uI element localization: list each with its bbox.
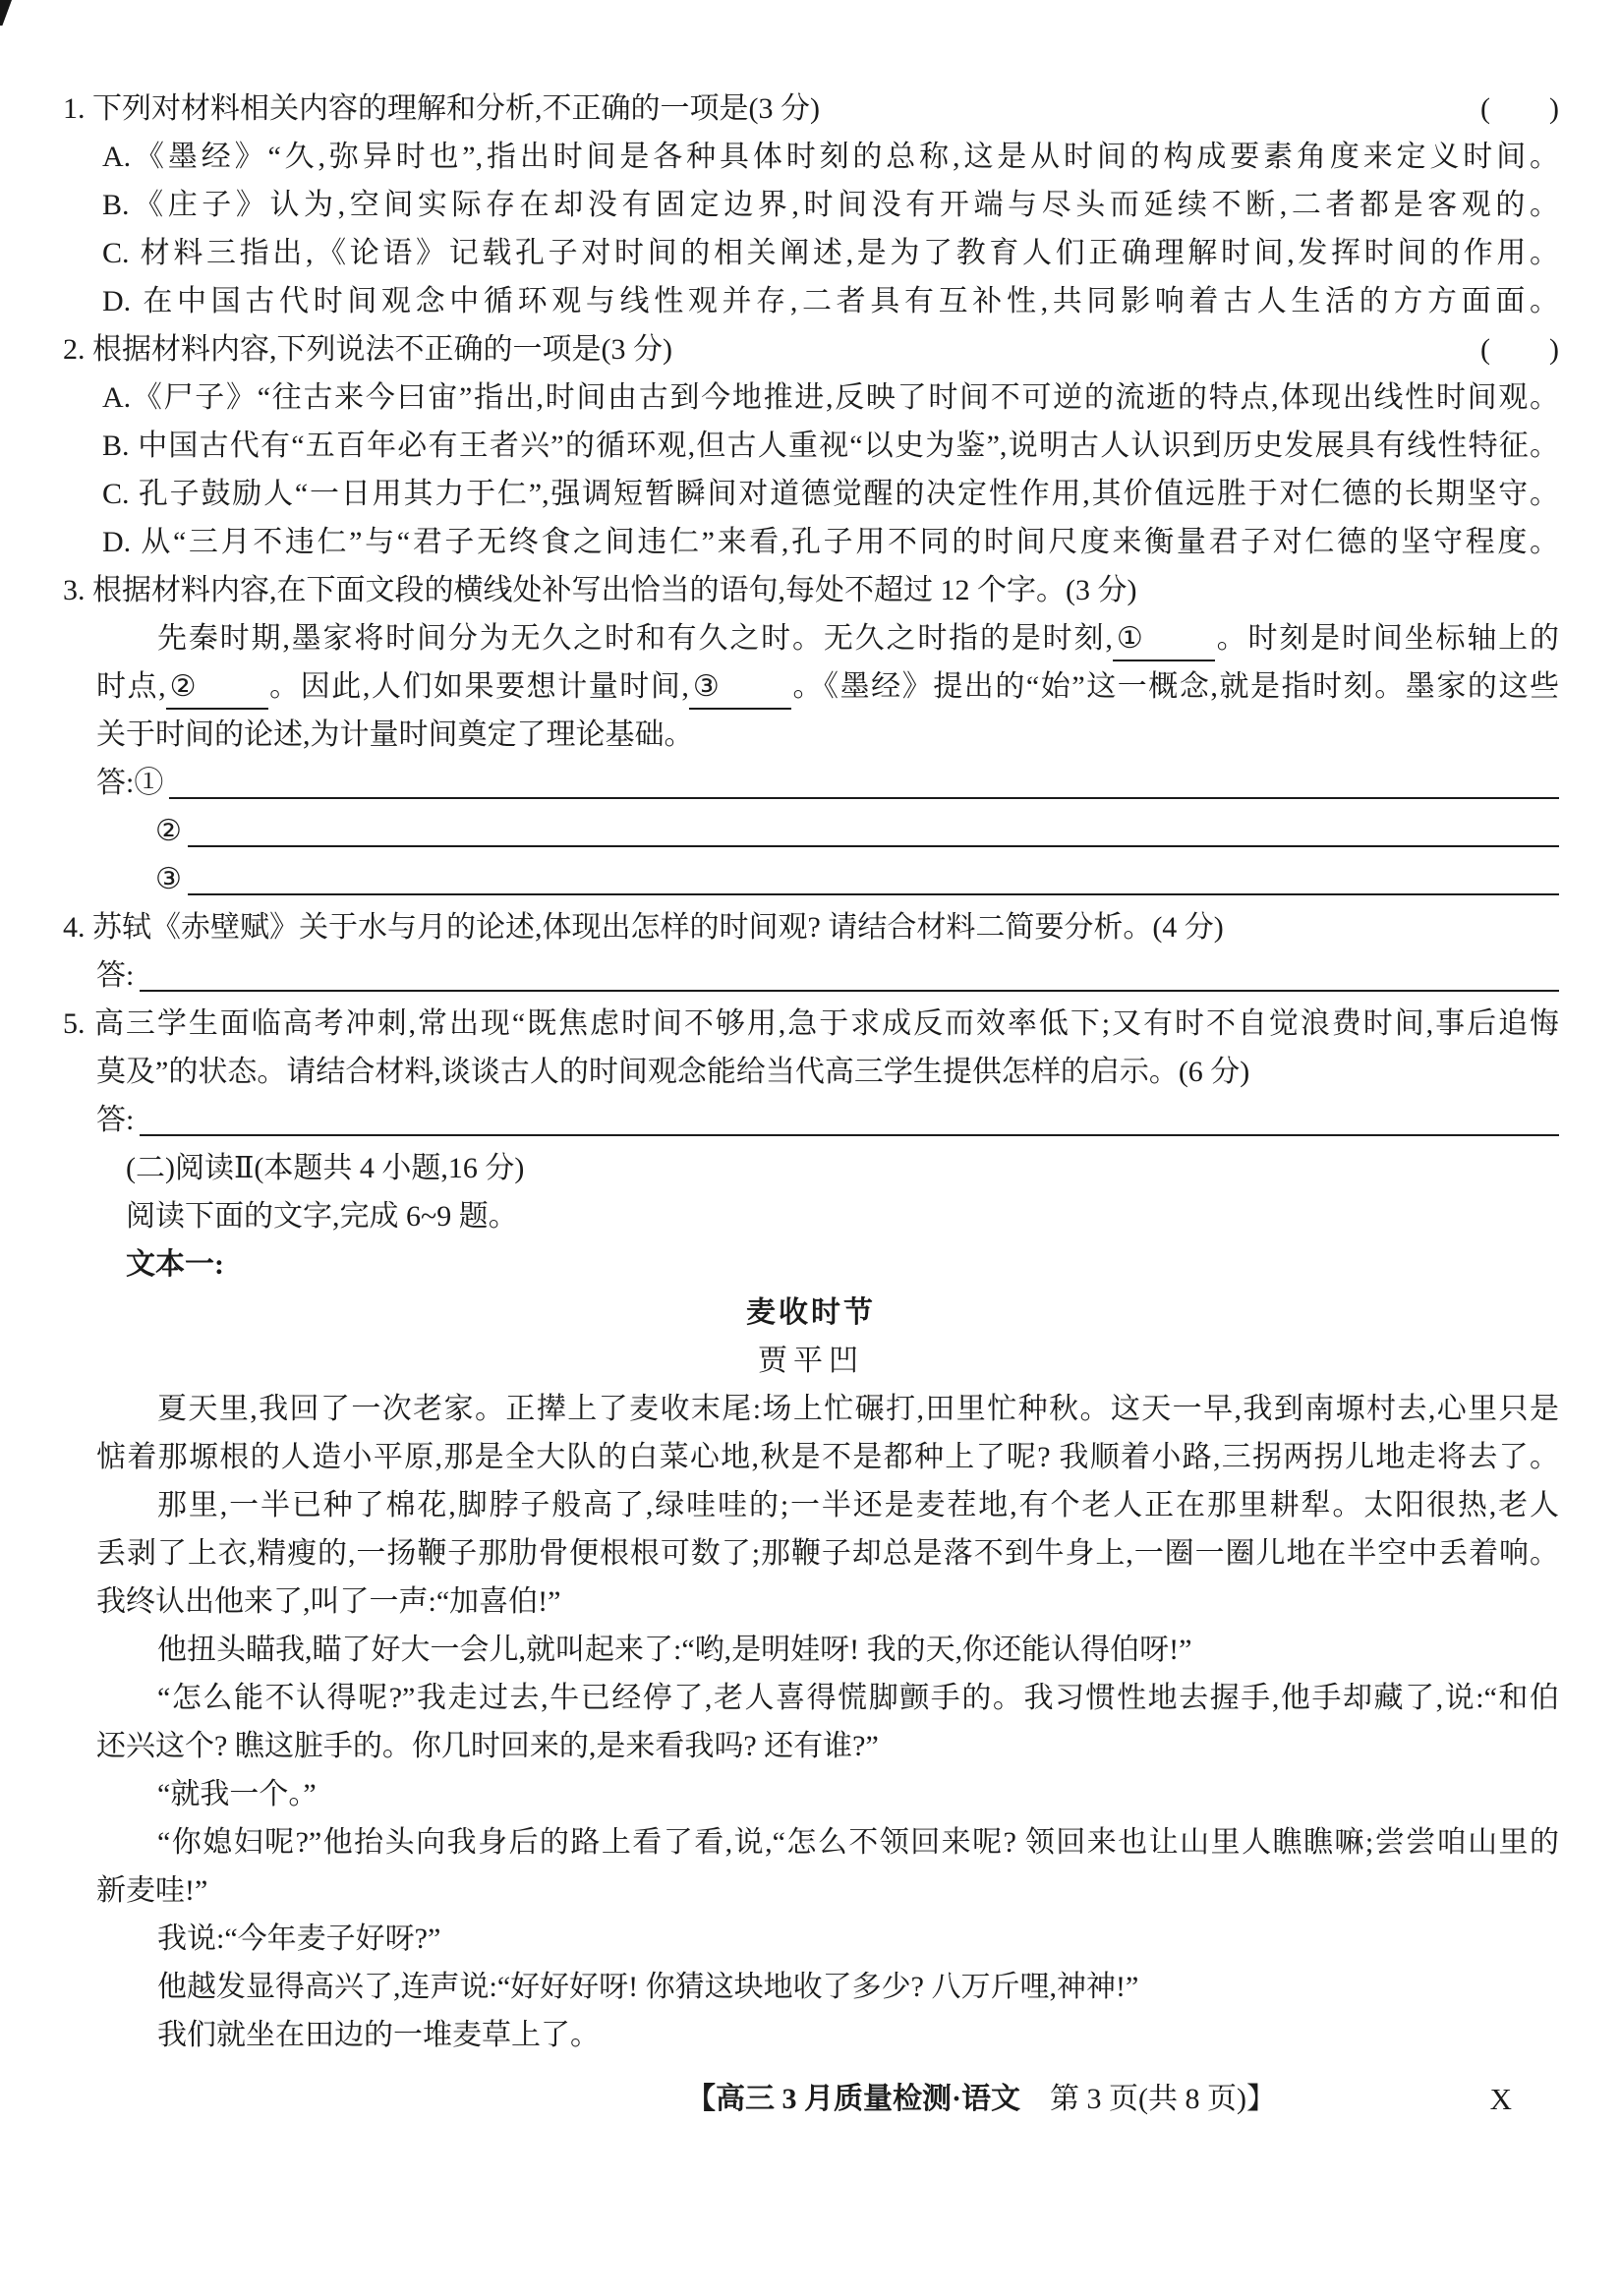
question-5-answer-line-writing-line <box>140 1096 1559 1136</box>
question-2-text: 2. 根据材料内容,下列说法不正确的一项是(3 分) <box>63 333 672 366</box>
question-3-answer-blank-2 <box>63 807 1559 855</box>
essay-author-text: 贾平凹 <box>758 1345 864 1377</box>
essay-p6-line-2 <box>96 1866 1559 1915</box>
essay-author <box>63 1337 1559 1385</box>
essay-title <box>63 1289 1559 1337</box>
footer-page-number: 第 3 页(共 8 页)】 <box>1020 2083 1276 2115</box>
essay-p2-line-3-text: 我终认出他来了,叫了一声:“加喜伯!” <box>96 1585 561 1618</box>
essay-p5-line-1-text: “就我一个。” <box>157 1778 317 1810</box>
question-3-answer-blank-2-writing-line <box>188 807 1559 847</box>
question-1 <box>63 85 1559 133</box>
essay-p3-line-1 <box>96 1626 1559 1674</box>
question-3-answer-blank-1-writing-line <box>169 759 1559 799</box>
essay-p4-line-2 <box>96 1722 1559 1770</box>
essay-p4-line-2-text: 还兴这个? 瞧这脏手的。你几时回来的,是来看我吗? 还有谁?” <box>96 1730 879 1762</box>
essay-p7-line-1-text: 我说:“今年麦子好呀?” <box>157 1923 441 1955</box>
essay-p8-line-1-text: 他越发显得高兴了,连声说:“好好好呀! 你猜这块地收了多少? 八万斤哩,神神!” <box>157 1971 1139 2003</box>
question-5-line-1-text: 5. 高三学生面临高考冲刺,常出现“既焦虑时间不够用,急于求成反而效率低下;又有时不自觉浪费时间,事后追悔 <box>63 1007 1559 1040</box>
essay-p6-line-1-text: “你媳妇呢?”他抬头向我身后的路上看了看,说,“怎么不领回来呢? 领回来也让山里人瞧瞧嘛;尝尝咱山里的 <box>157 1826 1559 1859</box>
essay-p1-line-2 <box>96 1433 1559 1481</box>
essay-p1-line-2-text: 惦着那塬根的人造小平原,那是全大队的白菜心地,秋是不是都种上了呢? 我顺着小路,三拐两拐儿地走将去了。 <box>96 1441 1559 1473</box>
essay-p2-line-3 <box>96 1578 1559 1626</box>
essay-p6-line-1 <box>96 1818 1559 1866</box>
question-2-option-c-text: C. 孔子鼓励人“一日用其力于仁”,强调短暂瞬间对道德觉醒的决定性作用,其价值远胜于对仁德的长期坚守。 <box>102 478 1559 510</box>
essay-title-text: 麦收时节 <box>746 1296 876 1329</box>
essay-p5-line-1 <box>96 1770 1559 1818</box>
question-2-option-c <box>102 470 1559 518</box>
reading-instruction <box>126 1192 1559 1240</box>
question-3-passage-line-3-text: 关于时间的论述,为计量时间奠定了理论基础。 <box>96 718 694 751</box>
essay-p1-line-1-text: 夏天里,我回了一次老家。正撵上了麦收末尾:场上忙碾打,田里忙种秋。这天一早,我到南塬村去,心里只是 <box>157 1393 1559 1425</box>
question-3-answer-blank-3 <box>63 855 1559 903</box>
footer-exam-title: 【高三 3 月质量检测·语文 <box>686 2083 1021 2115</box>
essay-p2-line-1-text: 那里,一半已种了棉花,脚脖子般高了,绿哇哇的;一半还是麦茬地,有个老人正在那里耕犁。太阳很热,老人 <box>157 1489 1559 1521</box>
question-2-option-b-text: B. 中国古代有“五百年必有王者兴”的循环观,但古人重视“以史为鉴”,说明古人认识到历史发展具有线性特征。 <box>102 430 1559 462</box>
question-4-answer-line-writing-line <box>140 951 1559 992</box>
question-2-answer-bracket: ( ) <box>1480 333 1559 366</box>
exam-body-lines <box>63 85 1559 2059</box>
question-5-line-2-text: 莫及”的状态。请结合材料,谈谈古人的时间观念能给当代高三学生提供怎样的启示。(6 分) <box>96 1056 1250 1088</box>
question-3-passage-line-1-blank-1: ① <box>1113 618 1215 661</box>
question-3 <box>63 566 1559 614</box>
question-3-answer-blank-3-writing-line <box>188 855 1559 895</box>
question-3-passage-line-2 <box>96 662 1559 711</box>
essay-p9-line-1-text: 我们就坐在田边的一堆麦草上了。 <box>157 2019 600 2051</box>
text-one-label <box>126 1240 1559 1289</box>
question-1-option-a <box>102 133 1559 181</box>
question-3-answer-blank-3-label: ③ <box>155 863 182 895</box>
essay-p7-line-1 <box>96 1915 1559 1963</box>
question-1-option-a-text: A.《墨经》“久,弥异时也”,指出时间是各种具体时刻的总称,这是从时间的构成要素角度来定义时间。 <box>102 141 1559 173</box>
text-one-label-text: 文本一: <box>126 1248 224 1281</box>
question-1-option-b-text: B.《庄子》认为,空间实际存在却没有固定边界,时间没有开端与尽头而延续不断,二者都是客观的。 <box>102 189 1559 221</box>
question-5-answer-line <box>63 1096 1559 1144</box>
question-1-option-b <box>102 181 1559 229</box>
question-4-answer-line-label: 答: <box>96 959 135 992</box>
page-footer <box>63 2075 1559 2123</box>
question-4-text: 4. 苏轼《赤壁赋》关于水与月的论述,体现出怎样的时间观? 请结合材料二简要分析。(4 分) <box>63 911 1224 944</box>
question-5-answer-line-label: 答: <box>96 1104 135 1136</box>
question-5-line-2 <box>96 1048 1559 1096</box>
question-1-option-d-text: D. 在中国古代时间观念中循环观与线性观并存,二者具有互补性,共同影响着古人生活的方方面面。 <box>102 285 1559 317</box>
essay-p1-line-1 <box>96 1385 1559 1433</box>
section-2-header <box>126 1144 1559 1192</box>
footer-corner-mark: X <box>1489 2082 1512 2116</box>
question-2-option-d <box>102 518 1559 566</box>
question-1-answer-bracket: ( ) <box>1480 92 1559 125</box>
essay-p9-line-1 <box>96 2011 1559 2059</box>
essay-p2-line-2 <box>96 1529 1559 1578</box>
essay-p4-line-1 <box>96 1674 1559 1722</box>
question-4-answer-line <box>63 951 1559 1000</box>
essay-p8-line-1 <box>96 1963 1559 2011</box>
footer-text <box>686 2083 1276 2115</box>
question-2-option-d-text: D. 从“三月不违仁”与“君子无终食之间违仁”来看,孔子用不同的时间尺度来衡量君子对仁德的坚守程度。 <box>102 526 1559 558</box>
question-3-answer-blank-2-label: ② <box>155 815 182 847</box>
section-2-header-text: (二)阅读Ⅱ(本题共 4 小题,16 分) <box>126 1152 525 1184</box>
question-3-passage-line-2-blank-3: ③ <box>689 666 791 710</box>
reading-instruction-text: 阅读下面的文字,完成 6~9 题。 <box>126 1200 518 1233</box>
question-3-answer-blank-1-label: 答:① <box>96 767 164 799</box>
question-2 <box>63 325 1559 373</box>
question-3-passage-line-1 <box>96 614 1559 662</box>
question-3-text: 3. 根据材料内容,在下面文段的横线处补写出恰当的语句,每处不超过 12 个字。(3 分) <box>63 574 1137 606</box>
question-1-text: 1. 下列对材料相关内容的理解和分析,不正确的一项是(3 分) <box>63 92 820 125</box>
question-2-option-b <box>102 422 1559 470</box>
question-2-option-a-text: A.《尸子》“往古来今曰宙”指出,时间由古到今地推进,反映了时间不可逆的流逝的特点,体现出线性时间观。 <box>102 381 1559 414</box>
question-3-passage-line-3 <box>96 711 1559 759</box>
question-3-passage-line-2-text: 时点, ② 。因此,人们如果要想计量时间, ③ 。《墨经》提出的“始”这一概念,就是指时刻。墨家的这些 <box>96 670 1559 703</box>
question-3-passage-line-1-text: 先秦时期,墨家将时间分为无久之时和有久之时。无久之时指的是时刻, ① 。时刻是时间坐标轴上的 <box>157 622 1559 655</box>
question-4 <box>63 903 1559 951</box>
essay-p4-line-1-text: “怎么能不认得呢?”我走过去,牛已经停了,老人喜得慌脚颤手的。我习惯性地去握手,他手却藏了,说:“和伯 <box>157 1682 1559 1714</box>
question-1-option-c-text: C. 材料三指出,《论语》记载孔子对时间的相关阐述,是为了教育人们正确理解时间,发挥时间的作用。 <box>102 237 1559 269</box>
question-2-option-a <box>102 373 1559 422</box>
question-3-answer-blank-1 <box>63 759 1559 807</box>
question-3-passage-line-2-blank-2: ② <box>166 666 268 710</box>
essay-p2-line-2-text: 丢剥了上衣,精瘦的,一扬鞭子那肋骨便根根可数了;那鞭子却总是落不到牛身上,一圈一圈儿地在半空中丢着响。 <box>96 1537 1559 1570</box>
essay-p2-line-1 <box>96 1481 1559 1529</box>
essay-p3-line-1-text: 他扭头瞄我,瞄了好大一会儿,就叫起来了:“哟,是明娃呀! 我的天,你还能认得伯呀!” <box>157 1634 1192 1666</box>
question-1-option-d <box>102 277 1559 325</box>
essay-p6-line-2-text: 新麦哇!” <box>96 1874 208 1907</box>
question-1-option-c <box>102 229 1559 277</box>
question-5-line-1 <box>63 1000 1559 1048</box>
